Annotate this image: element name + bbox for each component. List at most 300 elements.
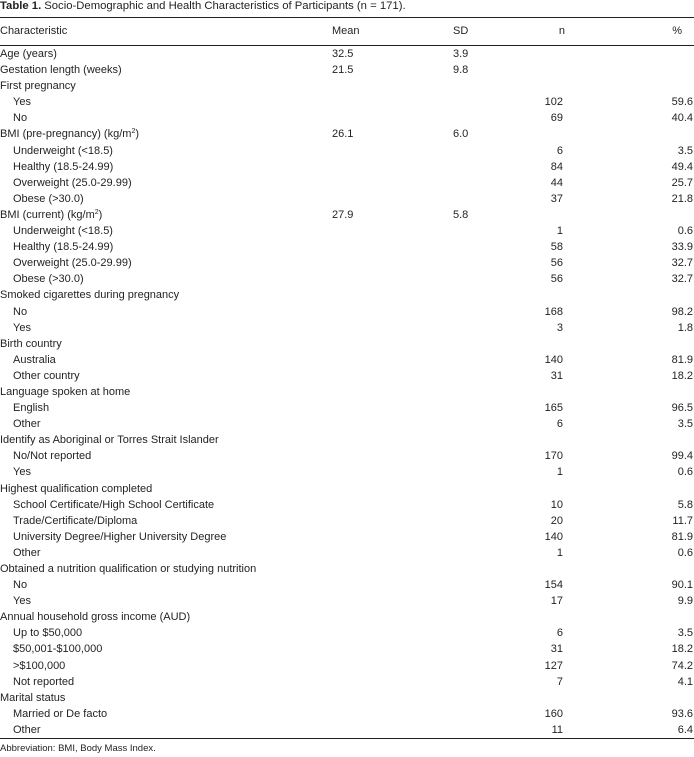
table-row <box>0 464 694 480</box>
table-row <box>0 126 694 142</box>
pct-cell: 18.2 <box>671 369 693 382</box>
row-label-suffix: ) <box>135 128 140 141</box>
sd-cell: 3.9 <box>453 48 469 60</box>
pct-cell: 0.6 <box>677 225 693 238</box>
table-row <box>0 304 694 320</box>
sd-cell <box>453 674 533 690</box>
row-label-text: No/Not reported <box>13 450 92 463</box>
mean-cell: 21.5 <box>332 64 354 77</box>
n-cell <box>533 126 613 142</box>
table-row <box>0 593 694 609</box>
table-row <box>0 545 694 561</box>
mean-cell <box>332 94 453 110</box>
n-cell <box>533 78 613 94</box>
mean-cell <box>332 577 453 593</box>
row-label-text: Yes <box>13 321 31 334</box>
sd-cell <box>453 400 533 416</box>
table-row <box>0 368 694 384</box>
row-label-text: No <box>13 579 28 592</box>
row-label <box>0 46 332 63</box>
row-label <box>0 384 332 400</box>
sd-cell <box>453 513 533 529</box>
table-row <box>0 481 694 497</box>
sd-cell <box>453 239 533 255</box>
row-label-text: Language spoken at home <box>0 385 131 398</box>
pct-cell: 3.5 <box>677 144 693 157</box>
row-label <box>0 207 332 223</box>
row-label <box>0 513 332 529</box>
row-label-superscript: 2 <box>94 208 99 216</box>
sd-cell <box>453 110 533 126</box>
row-label <box>0 368 332 384</box>
n-cell: 7 <box>556 675 563 688</box>
pct-cell: 11.7 <box>672 514 693 527</box>
row-label-text: Underweight (<18.5) <box>13 225 113 238</box>
row-label <box>0 722 332 739</box>
row-label-text: Healthy (18.5-24.99) <box>13 160 114 173</box>
mean-cell <box>332 368 453 384</box>
sd-cell <box>453 529 533 545</box>
mean-cell <box>332 658 453 674</box>
table-row <box>0 207 694 223</box>
pct-cell: 74.2 <box>671 659 693 672</box>
row-label-text: Highest qualification completed <box>0 482 153 495</box>
pct-cell: 21.8 <box>671 192 693 205</box>
pct-cell: 93.6 <box>671 707 693 720</box>
table-row <box>0 271 694 287</box>
n-cell: 56 <box>550 273 563 286</box>
row-label <box>0 641 332 657</box>
table-row <box>0 352 694 368</box>
row-label <box>0 609 332 625</box>
row-label-text: Not reported <box>13 675 75 688</box>
mean-cell <box>332 706 453 722</box>
sd-cell <box>453 577 533 593</box>
header-n: n <box>533 18 613 46</box>
table-row <box>0 46 694 63</box>
row-label <box>0 143 332 159</box>
row-label-text: No <box>13 112 28 125</box>
sd-cell <box>453 609 533 625</box>
row-label <box>0 110 332 126</box>
sd-cell <box>453 223 533 239</box>
row-label <box>0 706 332 722</box>
sd-cell <box>453 368 533 384</box>
mean-cell <box>332 529 453 545</box>
n-cell: 37 <box>550 192 563 205</box>
row-label-text: Yes <box>13 96 31 109</box>
table-row <box>0 78 694 94</box>
row-label-text: Age (years) <box>0 48 57 60</box>
row-label <box>0 448 332 464</box>
row-label-text: >$100,000 <box>13 659 66 672</box>
pct-cell: 32.7 <box>671 257 693 270</box>
row-label-text: Trade/Certificate/Diploma <box>13 514 138 527</box>
sd-cell <box>453 658 533 674</box>
mean-cell <box>332 609 453 625</box>
n-cell: 6 <box>556 144 563 157</box>
sd-cell <box>453 481 533 497</box>
n-cell: 154 <box>544 579 563 592</box>
row-label-text: English <box>13 402 50 415</box>
pct-cell: 33.9 <box>671 241 693 254</box>
header-characteristic: Characteristic <box>0 18 332 46</box>
table-row <box>0 641 694 657</box>
mean-cell <box>332 78 453 94</box>
row-label <box>0 593 332 609</box>
pct-cell: 9.9 <box>677 595 693 608</box>
table-row <box>0 143 694 159</box>
table-row <box>0 384 694 400</box>
row-label-text: No <box>13 305 28 318</box>
row-label-text: Yes <box>13 466 31 479</box>
row-label-text: Gestation length (weeks) <box>0 64 122 77</box>
sd-cell <box>453 304 533 320</box>
mean-cell <box>332 513 453 529</box>
pct-cell: 98.2 <box>671 305 693 318</box>
mean-cell <box>332 432 453 448</box>
row-label-text: Other <box>13 546 41 559</box>
pct-cell <box>613 78 694 94</box>
n-cell: 3 <box>556 321 563 334</box>
sd-cell <box>453 159 533 175</box>
sd-cell <box>453 416 533 432</box>
n-cell: 1 <box>556 546 563 559</box>
mean-cell: 27.9 <box>332 208 354 221</box>
row-label <box>0 94 332 110</box>
row-label-text: Obtained a nutrition qualification or studying nutrition <box>0 563 257 575</box>
row-label <box>0 126 332 142</box>
row-label <box>0 464 332 480</box>
table-title: Socio-Demographic and Health Characteristics of Participants (n = 171). <box>44 0 406 12</box>
pct-cell <box>613 384 694 400</box>
mean-cell <box>332 448 453 464</box>
sd-cell <box>453 143 533 159</box>
n-cell <box>533 384 613 400</box>
sd-cell <box>453 78 533 94</box>
pct-cell <box>613 62 694 78</box>
mean-cell <box>332 497 453 513</box>
pct-cell <box>613 481 694 497</box>
mean-cell <box>332 690 453 706</box>
n-cell: 6 <box>556 627 563 640</box>
table-row <box>0 529 694 545</box>
table-row <box>0 625 694 641</box>
table-row <box>0 513 694 529</box>
mean-cell <box>332 159 453 175</box>
mean-cell <box>332 641 453 657</box>
row-label <box>0 432 332 448</box>
mean-cell <box>332 464 453 480</box>
pct-cell: 25.7 <box>671 176 693 189</box>
table-row <box>0 690 694 706</box>
header-sd: SD <box>453 18 533 46</box>
table-row <box>0 400 694 416</box>
pct-cell: 4.1 <box>677 675 693 688</box>
row-label <box>0 352 332 368</box>
table-row <box>0 239 694 255</box>
sd-cell <box>453 625 533 641</box>
row-label-text: Married or De facto <box>13 707 108 720</box>
n-cell <box>533 207 613 223</box>
row-label-text: Marital status <box>0 691 66 704</box>
row-label-text: BMI (pre-pregnancy) (kg/m <box>0 128 132 141</box>
header-mean: Mean <box>332 18 453 46</box>
sd-cell <box>453 384 533 400</box>
pct-cell: 1.8 <box>677 321 693 334</box>
mean-cell <box>332 239 453 255</box>
row-label-text: Overweight (25.0-29.99) <box>13 257 132 270</box>
pct-cell: 40.4 <box>671 112 693 125</box>
row-label <box>0 529 332 545</box>
pct-cell: 90.1 <box>671 579 693 592</box>
n-cell: 56 <box>550 257 563 270</box>
row-label <box>0 674 332 690</box>
pct-cell <box>613 46 694 63</box>
sd-cell <box>453 690 533 706</box>
sd-cell <box>453 287 533 303</box>
sd-cell: 5.8 <box>453 208 469 221</box>
table-body <box>0 46 694 739</box>
mean-cell: 26.1 <box>332 128 354 141</box>
row-label-text: $50,001-$100,000 <box>13 643 103 656</box>
n-cell: 17 <box>550 595 563 608</box>
table-row <box>0 577 694 593</box>
table-row <box>0 706 694 722</box>
row-label-text: Healthy (18.5-24.99) <box>13 241 114 254</box>
n-cell: 165 <box>544 402 563 415</box>
characteristics-table <box>0 17 694 739</box>
mean-cell <box>332 674 453 690</box>
row-label-text: Other country <box>13 369 80 382</box>
header-row <box>0 18 694 46</box>
sd-cell <box>453 497 533 513</box>
sd-cell <box>453 191 533 207</box>
row-label-text: Australia <box>13 353 56 366</box>
n-cell: 69 <box>550 112 563 125</box>
row-label <box>0 239 332 255</box>
sd-cell <box>453 448 533 464</box>
pct-cell <box>613 690 694 706</box>
row-label <box>0 577 332 593</box>
n-cell: 31 <box>550 643 563 656</box>
table-row <box>0 223 694 239</box>
sd-cell <box>453 722 533 739</box>
n-cell: 1 <box>556 225 563 238</box>
n-cell <box>533 609 613 625</box>
table-row <box>0 336 694 352</box>
row-label-text: Other <box>13 723 41 736</box>
row-label <box>0 336 332 352</box>
row-label <box>0 561 332 577</box>
row-label <box>0 320 332 336</box>
sd-cell: 9.8 <box>453 64 469 77</box>
row-label <box>0 78 332 94</box>
mean-cell <box>332 400 453 416</box>
n-cell: 11 <box>533 722 613 739</box>
sd-cell: 6.0 <box>453 128 469 141</box>
table-row <box>0 62 694 78</box>
table-row <box>0 191 694 207</box>
row-label-superscript: 2 <box>131 128 136 136</box>
mean-cell <box>332 722 453 739</box>
table-row <box>0 255 694 271</box>
n-cell: 168 <box>544 305 563 318</box>
pct-cell: 96.5 <box>671 402 693 415</box>
row-label-text: Birth country <box>0 337 62 350</box>
pct-cell <box>613 336 694 352</box>
row-label <box>0 175 332 191</box>
n-cell <box>533 62 613 78</box>
pct-cell: 32.7 <box>671 273 693 286</box>
n-cell: 58 <box>550 241 563 254</box>
row-label-text: BMI (current) (kg/m <box>0 208 95 221</box>
pct-cell: 5.8 <box>677 498 693 511</box>
pct-cell <box>613 609 694 625</box>
n-cell: 140 <box>544 530 563 543</box>
pct-cell: 18.2 <box>671 643 693 656</box>
table-row <box>0 497 694 513</box>
row-label-text: Obese (>30.0) <box>13 273 84 286</box>
sd-cell <box>453 94 533 110</box>
mean-cell <box>332 384 453 400</box>
row-label <box>0 658 332 674</box>
n-cell: 84 <box>550 160 563 173</box>
pct-cell <box>613 126 694 142</box>
sd-cell <box>453 271 533 287</box>
row-label-text: Up to $50,000 <box>13 627 83 640</box>
mean-cell <box>332 545 453 561</box>
n-cell <box>533 561 613 577</box>
row-label <box>0 690 332 706</box>
table-row <box>0 432 694 448</box>
row-label-text: Underweight (<18.5) <box>13 144 113 157</box>
sd-cell <box>453 255 533 271</box>
row-label-text: School Certificate/High School Certificate <box>13 498 215 511</box>
pct-cell: 6.4 <box>613 722 694 739</box>
row-label <box>0 287 332 303</box>
row-label <box>0 271 332 287</box>
row-label-text: Obese (>30.0) <box>13 192 84 205</box>
n-cell: 140 <box>544 353 563 366</box>
table-row <box>0 609 694 625</box>
mean-cell: 32.5 <box>332 48 354 60</box>
row-label <box>0 255 332 271</box>
row-label <box>0 223 332 239</box>
table-row <box>0 320 694 336</box>
n-cell: 160 <box>544 707 563 720</box>
n-cell <box>533 432 613 448</box>
n-cell: 20 <box>550 514 563 527</box>
n-cell: 31 <box>550 369 563 382</box>
mean-cell <box>332 352 453 368</box>
row-label <box>0 191 332 207</box>
sd-cell <box>453 641 533 657</box>
pct-cell: 0.6 <box>677 466 693 479</box>
sd-cell <box>453 336 533 352</box>
n-cell <box>533 46 613 63</box>
sd-cell <box>453 432 533 448</box>
mean-cell <box>332 175 453 191</box>
row-label <box>0 304 332 320</box>
mean-cell <box>332 561 453 577</box>
pct-cell: 59.6 <box>671 96 693 109</box>
sd-cell <box>453 545 533 561</box>
pct-cell <box>613 287 694 303</box>
pct-cell: 81.9 <box>671 353 693 366</box>
row-label-text: Annual household gross income (AUD) <box>0 611 191 624</box>
n-cell <box>533 690 613 706</box>
sd-cell <box>453 464 533 480</box>
mean-cell <box>332 255 453 271</box>
pct-cell <box>613 207 694 223</box>
pct-cell: 81.9 <box>671 530 693 543</box>
n-cell: 44 <box>550 176 563 189</box>
row-label <box>0 545 332 561</box>
mean-cell <box>332 320 453 336</box>
pct-cell <box>613 561 694 577</box>
table-row <box>0 110 694 126</box>
table-row <box>0 722 694 739</box>
mean-cell <box>332 191 453 207</box>
sd-cell <box>453 593 533 609</box>
sd-cell <box>453 320 533 336</box>
row-label-text: Other <box>13 418 41 431</box>
mean-cell <box>332 304 453 320</box>
n-cell: 127 <box>544 659 563 672</box>
pct-cell: 3.5 <box>677 627 693 640</box>
table-row <box>0 159 694 175</box>
table-row <box>0 287 694 303</box>
mean-cell <box>332 481 453 497</box>
row-label <box>0 481 332 497</box>
table-row <box>0 448 694 464</box>
mean-cell <box>332 143 453 159</box>
header-pct: % <box>613 18 694 46</box>
table-caption <box>0 0 406 17</box>
table-row <box>0 94 694 110</box>
mean-cell <box>332 625 453 641</box>
table-row <box>0 658 694 674</box>
mean-cell <box>332 110 453 126</box>
pct-cell: 99.4 <box>671 450 693 463</box>
table-row <box>0 175 694 191</box>
row-label-text: Identify as Aboriginal or Torres Strait Islander <box>0 434 219 447</box>
n-cell: 1 <box>556 466 563 479</box>
row-label <box>0 625 332 641</box>
row-label-text: Yes <box>13 595 31 608</box>
pct-cell: 3.5 <box>677 418 693 431</box>
table-row <box>0 674 694 690</box>
sd-cell <box>453 175 533 191</box>
n-cell: 10 <box>550 498 563 511</box>
n-cell: 6 <box>556 418 563 431</box>
sd-cell <box>453 706 533 722</box>
n-cell: 102 <box>544 96 563 109</box>
row-label-text: First pregnancy <box>0 80 76 93</box>
row-label <box>0 400 332 416</box>
row-label <box>0 416 332 432</box>
mean-cell <box>332 416 453 432</box>
row-label <box>0 497 332 513</box>
n-cell <box>533 287 613 303</box>
row-label <box>0 62 332 78</box>
pct-cell <box>613 432 694 448</box>
mean-cell <box>332 593 453 609</box>
mean-cell <box>332 223 453 239</box>
table-label: Table 1. <box>0 0 42 12</box>
n-cell <box>533 481 613 497</box>
